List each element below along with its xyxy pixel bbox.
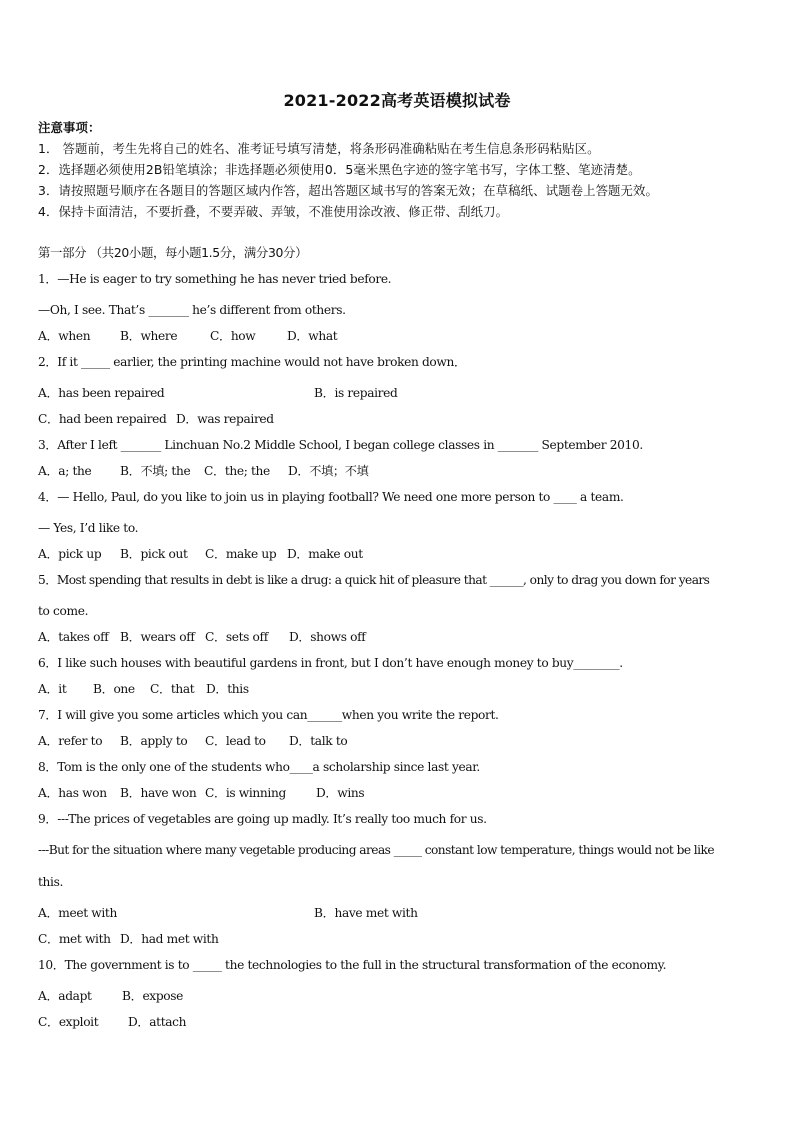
- question-stem: to come.: [38, 604, 89, 618]
- option-a: A．takes off: [38, 630, 109, 644]
- option-d: D．attach: [128, 1015, 187, 1029]
- option-a: A．when: [38, 329, 91, 343]
- question-stem: 5．Most spending that results in debt is like a drug: a quick hit of pleasure that ______, only to drag you down for years: [38, 573, 710, 587]
- notice-item: 3．请按照题号顺序在各题目的答题区域内作答，超出答题区域书写的答案无效；在草稿纸、试题卷上答题无效。: [38, 183, 659, 198]
- exam-title: 2021-2022高考英语模拟试卷: [283, 91, 511, 110]
- option-c: C．exploit: [38, 1015, 99, 1029]
- option-b: B．where: [120, 329, 178, 343]
- option-c: C．sets off: [205, 630, 268, 644]
- option-d: D．this: [206, 682, 249, 696]
- question-options: [38, 988, 183, 1004]
- option-d: D．what: [287, 329, 338, 343]
- option-c: C．had been repaired: [38, 412, 167, 426]
- question-options: [38, 629, 365, 645]
- question-options: [38, 785, 364, 801]
- notice-item: 4．保持卡面清洁，不要折叠，不要弄破、弄皱，不准使用涂改液、修正带、刮纸刀。: [38, 204, 509, 219]
- question-stem: 6．I like such houses with beautiful gardens in front, but I don’t have enough money to buy________.: [38, 656, 623, 670]
- question-options: [38, 546, 363, 562]
- option-b: B．不填; the: [120, 464, 191, 478]
- question-options: [38, 905, 738, 921]
- option-d: D．不填；不填: [288, 464, 369, 478]
- question-stem: this.: [38, 875, 64, 889]
- question-stem: — Yes, I’d like to.: [38, 521, 139, 535]
- notice-item: 1． 答题前，考生先将自己的姓名、准考证号填写清楚，将条形码准确粘贴在考生信息条形码粘贴区。: [38, 141, 600, 156]
- question-stem: 10．The government is to _____ the technologies to the full in the structural transformation of the economy.: [38, 958, 667, 972]
- option-a: A．pick up: [38, 547, 102, 561]
- question-options: [38, 385, 738, 401]
- question-options: [38, 463, 368, 479]
- option-c: C．the; the: [204, 464, 270, 478]
- option-a: A．refer to: [38, 734, 103, 748]
- part-heading: 第一部分 （共20小题，每小题1.5分，满分30分）: [38, 245, 308, 260]
- option-a: A．has won: [38, 786, 107, 800]
- question-options: [38, 931, 218, 947]
- question-options: [38, 328, 337, 344]
- option-d: D．shows off: [289, 630, 366, 644]
- option-c: C．how: [210, 329, 256, 343]
- notice-item: 2．选择题必须使用2B铅笔填涂；非选择题必须使用0．5毫米黑色字迹的签字笔书写，字体工整、笔迹清楚。: [38, 162, 641, 177]
- option-c: C．met with: [38, 932, 111, 946]
- option-d: D．had met with: [120, 932, 219, 946]
- option-d: D．was repaired: [176, 412, 274, 426]
- question-stem: ---But for the situation where many vegetable producing areas _____ constant low temperature, things would not be like: [38, 843, 714, 857]
- question-stem: 7．I will give you some articles which you can______when you write the report.: [38, 708, 499, 722]
- option-b: B．wears off: [120, 630, 195, 644]
- question-stem: 2．If it _____ earlier, the printing machine would not have broken down．: [38, 355, 466, 369]
- option-d: D．wins: [316, 786, 365, 800]
- option-b: B．apply to: [120, 734, 188, 748]
- option-a: A．a; the: [38, 464, 92, 478]
- option-c: C．is winning: [205, 786, 286, 800]
- option-d: D．talk to: [289, 734, 348, 748]
- option-b: B．one: [93, 682, 135, 696]
- question-stem: 3．After I left _______ Linchuan No.2 Middle School, I began college classes in _______ September 2010.: [38, 438, 643, 452]
- question-options: [38, 1014, 186, 1030]
- question-options: [38, 411, 274, 427]
- option-b: B．is repaired: [314, 386, 398, 400]
- question-stem: 8．Tom is the only one of the students who____a scholarship since last year.: [38, 760, 480, 774]
- question-stem: 1．—He is eager to try something he has never tried before.: [38, 272, 392, 286]
- option-a: A．has been repaired: [38, 386, 165, 400]
- question-stem: 4．— Hello, Paul, do you like to join us in playing football? We need one more person to ____ a team.: [38, 490, 624, 504]
- option-c: C．lead to: [205, 734, 266, 748]
- option-a: A．meet with: [38, 906, 117, 920]
- notice-heading: 注意事项：: [38, 120, 101, 135]
- option-b: B．pick out: [120, 547, 188, 561]
- option-a: A．adapt: [38, 989, 92, 1003]
- option-b: B．have won: [120, 786, 197, 800]
- question-stem: 9．---The prices of vegetables are going up madly. It’s really too much for us.: [38, 812, 487, 826]
- option-b: B．expose: [122, 989, 184, 1003]
- option-b: B．have met with: [314, 906, 418, 920]
- question-stem: —Oh, I see. That’s _______ he’s different from others.: [38, 303, 346, 317]
- option-c: C．make up: [205, 547, 277, 561]
- question-options: [38, 681, 249, 697]
- option-d: D．make out: [287, 547, 363, 561]
- option-a: A．it: [38, 682, 67, 696]
- option-c: C．that: [150, 682, 195, 696]
- question-options: [38, 733, 347, 749]
